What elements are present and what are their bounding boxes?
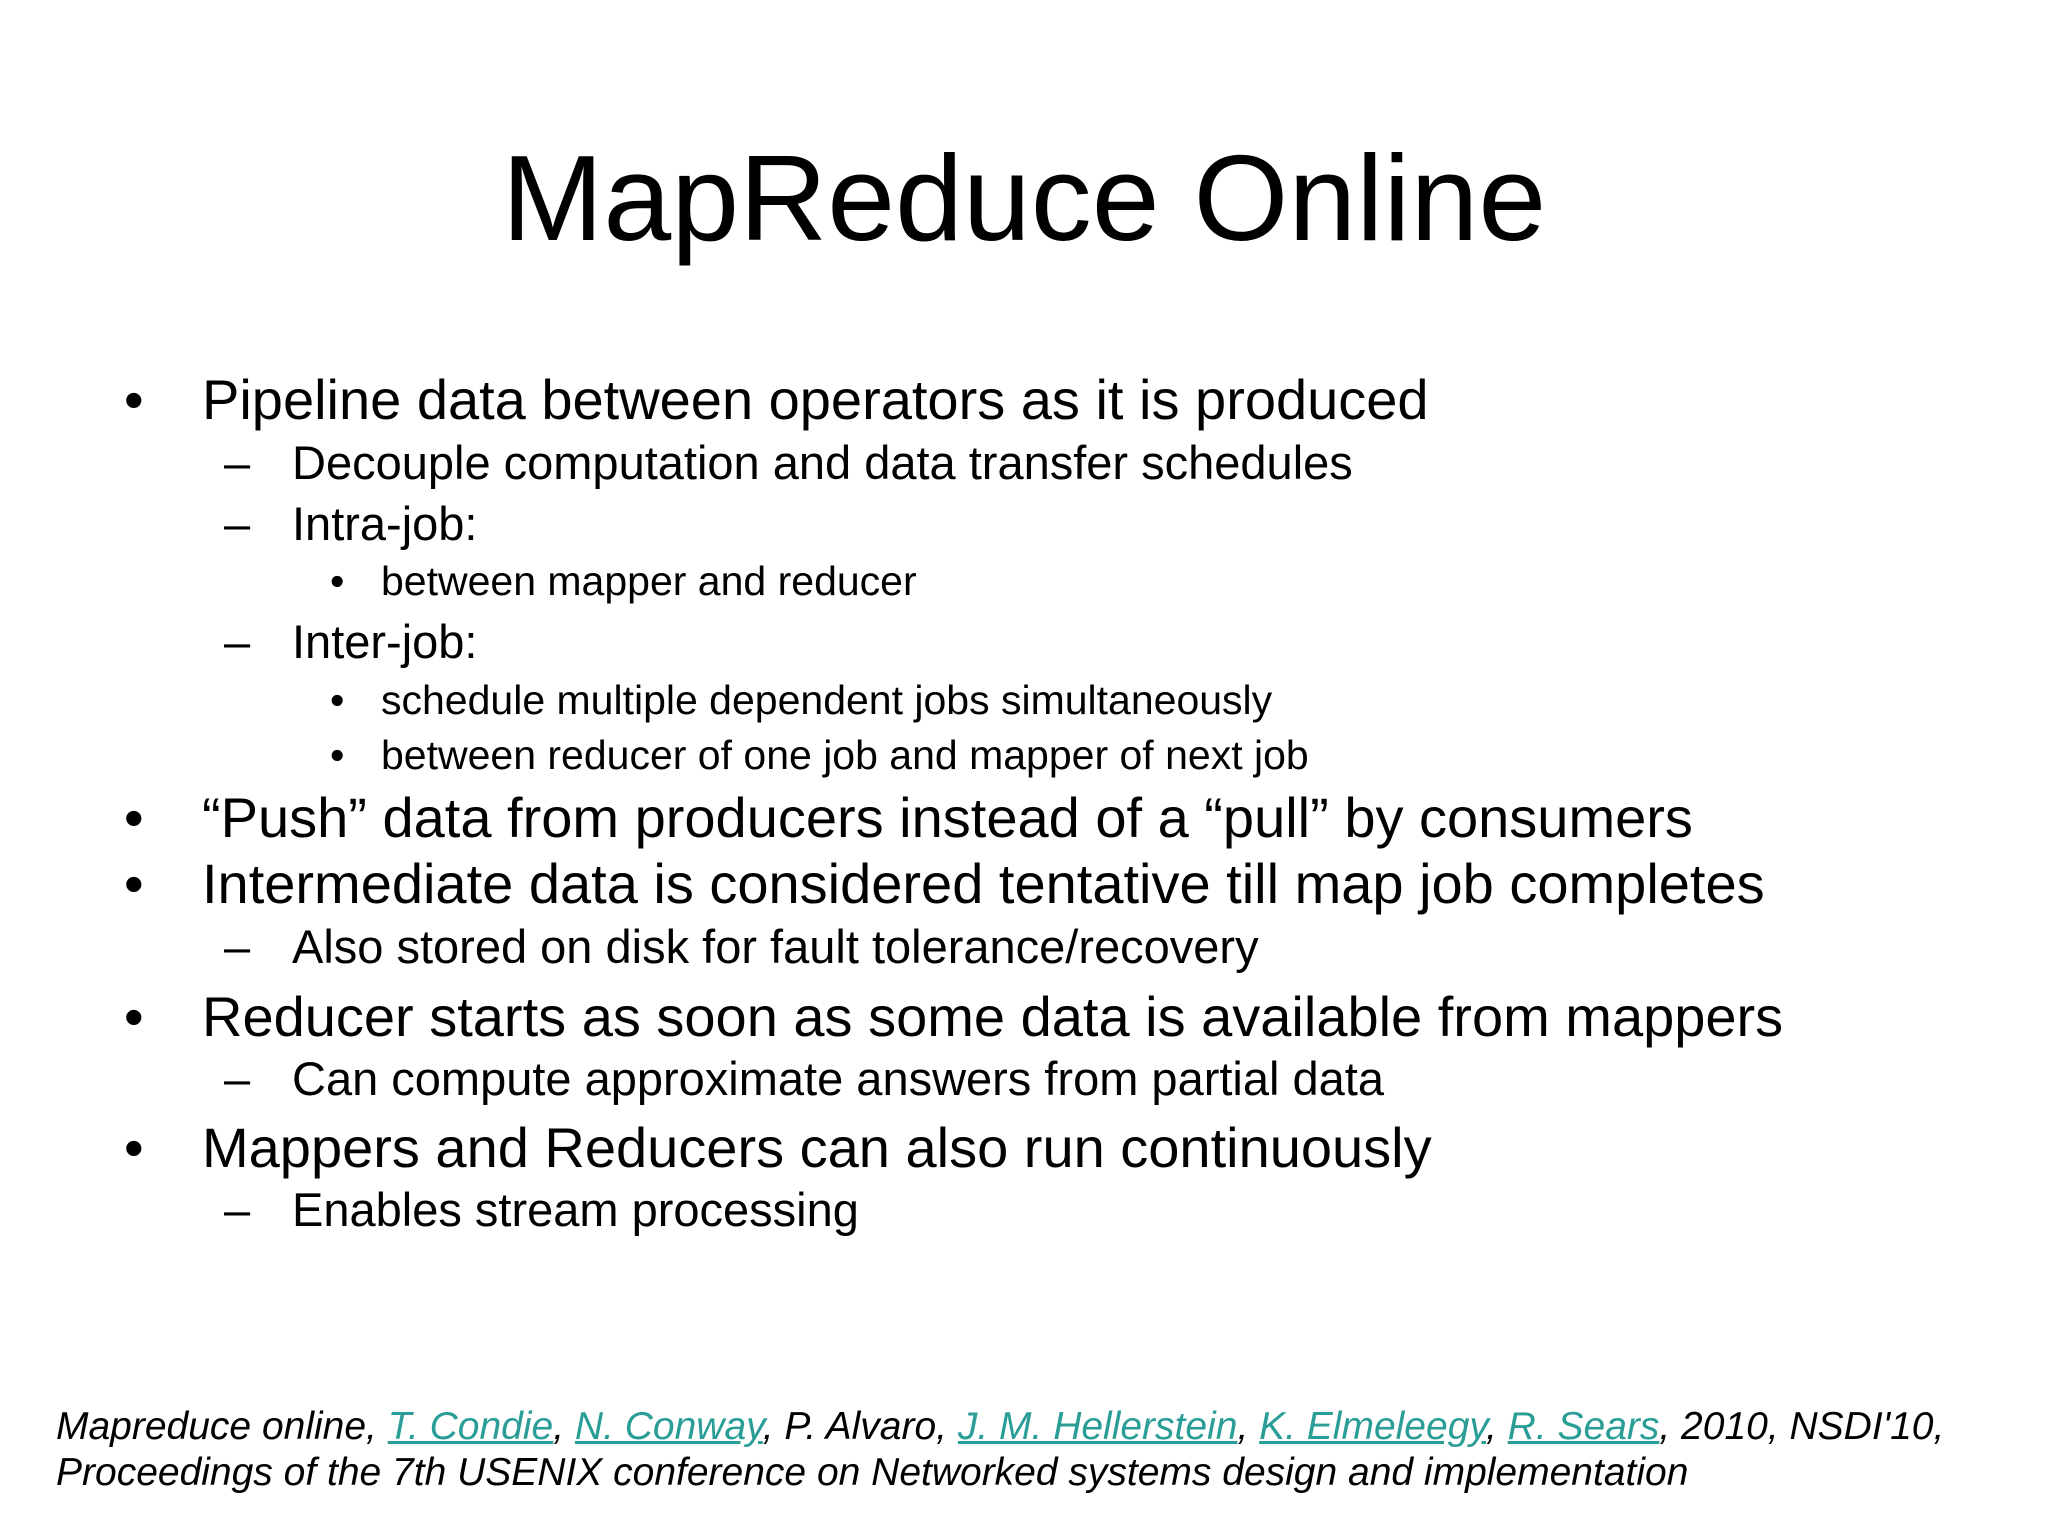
sub-sub-bullet-text: between mapper and reducer: [381, 558, 917, 604]
dash-marker: –: [224, 615, 251, 668]
citation-line-2: Proceedings of the 7th USENIX conference on Networked systems design and implementation: [56, 1451, 1689, 1494]
bullet-marker: •: [124, 786, 144, 849]
sub-bullet-text: Can compute approximate answers from partial data: [292, 1052, 1384, 1105]
bullet-marker: •: [330, 677, 345, 723]
dash-marker: –: [224, 497, 251, 550]
bullet-text: “Push” data from producers instead of a “pull” by consumers: [202, 786, 1693, 849]
bullet-text: Reducer starts as soon as some data is available from mappers: [202, 985, 1784, 1048]
citation-separator: ,: [1486, 1405, 1508, 1448]
citation-suffix: , 2010, NSDI'10,: [1659, 1405, 1945, 1448]
bullet-marker: •: [124, 985, 144, 1048]
author-link-sears[interactable]: R. Sears: [1507, 1405, 1660, 1448]
slide-title: MapReduce Online: [501, 130, 1547, 266]
sub-bullet-text: Enables stream processing: [292, 1183, 859, 1236]
sub-sub-bullet-text: schedule multiple dependent jobs simultaneously: [381, 677, 1273, 723]
author-link-elmeleegy[interactable]: K. Elmeleegy: [1259, 1405, 1486, 1448]
bullet-marker: •: [124, 852, 144, 915]
citation-prefix: Mapreduce online,: [56, 1405, 388, 1448]
dash-marker: –: [224, 1052, 251, 1105]
bullet-marker: •: [330, 732, 345, 778]
bullet-text: Intermediate data is considered tentative till map job completes: [202, 852, 1765, 915]
dash-marker: –: [224, 436, 251, 489]
author-link-condie[interactable]: T. Condie: [387, 1405, 554, 1448]
sub-bullet-text: Inter-job:: [292, 615, 478, 668]
sub-bullet-text: Also stored on disk for fault tolerance/recovery: [292, 920, 1259, 973]
citation-separator: , P. Alvaro,: [762, 1405, 958, 1448]
author-link-conway[interactable]: N. Conway: [574, 1405, 763, 1448]
bullet-text: Pipeline data between operators as it is produced: [202, 368, 1429, 431]
sub-bullet-text: Decouple computation and data transfer schedules: [292, 436, 1353, 489]
bullet-marker: •: [124, 368, 144, 431]
author-link-hellerstein[interactable]: J. M. Hellerstein: [957, 1405, 1238, 1448]
citation-separator: ,: [553, 1405, 575, 1448]
dash-marker: –: [224, 920, 251, 973]
bullet-marker: •: [330, 558, 345, 604]
sub-sub-bullet-text: between reducer of one job and mapper of next job: [381, 732, 1309, 778]
citation-separator: ,: [1237, 1405, 1260, 1448]
dash-marker: –: [224, 1183, 251, 1236]
citation-line-1: [56, 1404, 2036, 1450]
citation: [56, 1404, 2036, 1496]
bullet-text: Mappers and Reducers can also run continuously: [202, 1116, 1432, 1179]
sub-bullet-text: Intra-job:: [292, 497, 478, 550]
bullet-marker: •: [124, 1116, 144, 1179]
